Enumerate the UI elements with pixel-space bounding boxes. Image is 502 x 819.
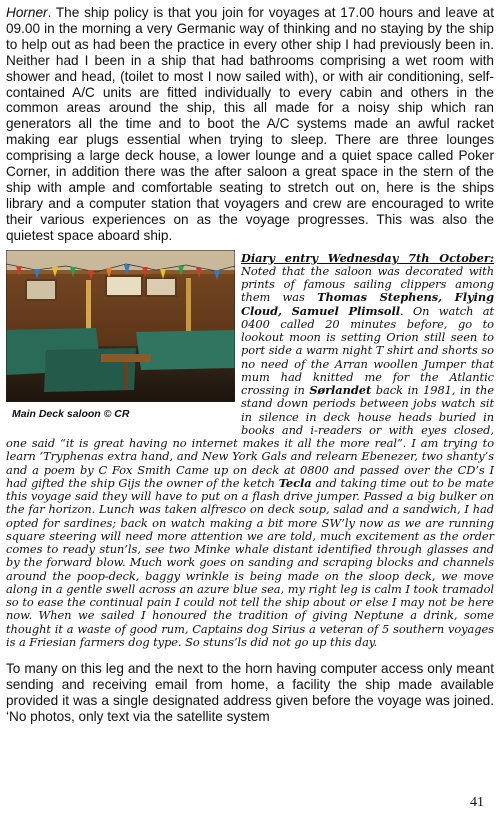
diary-text-3: back in 1981, in the stand down periods between jobs watch sit in silence in deck house heads buried in books and i-readers or with eyes closed, one said “it is great having no internet makes it all the more real”. I am trying to learn ‘Tryphenas extra hand, and New York Gals and relearn Ebenezer, two shanty’s and a poem by C Fox Smith Came up on deck at 0800 and passed over the CD’s I had gifted the ship Gijs the owner of the ketch xyxy=(6,383,495,490)
saloon-photo-figure xyxy=(6,250,235,428)
page-number: 41 xyxy=(470,795,484,810)
saloon-photo xyxy=(6,250,235,402)
diary-heading: Diary entry Wednesday 7th October: xyxy=(241,250,494,265)
diary-text-4: and taking time out to be mate this voyage said they will have to put on a flash drive jumper. Passed a big bulker on the far horizon. Lunch was taken alfresco on deck soup, salad and a sandwich, I had opted for sardines; back on watch making a bit more SW’ly now as we are running square steering will need more attention we are told, much excitement as the order comes to ready stun’ls, see two Minke whale distant identified through glasses and by the forward blow. Much work goes on sanding and scraping blocks and channels around the poop-deck, baggy wrinkle is being made on the sloop deck, we move along in a gentle swell across an azure blue sea, my right leg is calm I took tramadol so to ease the continual pain I could not tell the ship about or else I may not be here now. When we sailed I honoured the tradition of giving Neptune a drink, some thought it a waste of good rum, Captains dog Sirius a veteran of 5 southern voyages is a Friesian farmers dog type. So stuns’ls did not go up this day. xyxy=(6,475,495,649)
diary-ship-sorlandet: Sørlandet xyxy=(309,383,372,398)
document-page xyxy=(6,5,494,725)
paragraph-intro xyxy=(6,5,494,244)
photo-caption: Main Deck saloon © CR xyxy=(12,407,130,420)
paragraph-computer-access: To many on this leg and the next to the horn having computer access only meant sending and receiving email from home, a facility the ship made available provided it was a single designated address given before the voyage was joined. ‘No photos, only text via the satellite system xyxy=(6,661,494,724)
diary-text-2: . On watch at 0400 called 20 minutes before, go to lookout moon is setting Orion still seen to port side a warm night T shirt and shorts so no need of the Arran woollen Jumper that mum had knitted me for the Atlantic crossing in xyxy=(241,303,494,398)
diary-text-1: Noted that the saloon was decorated with prints of famous sailing clippers among them was xyxy=(241,263,494,305)
paragraph-intro-text: . The ship policy is that you join for voyages at 17.00 hours and leave at 09.00 in the morning a very Germanic way of thinking and no staying by the ship to help out as had been the practice in every other ship I had previously been in. Neither had I been in a ship that had bathrooms comprising a wet room with shower and head, (toilet to most I now sailed with), or with air conditioning, self-contained A/C units are fitted individually to every cabin and others in the common areas around the ship, this all made for a noisy ship which ran generators all the time and to boot the A/C systems made an awful racket making ear plugs essential when trying to sleep. There are three lounges comprising a large deck house, a lower lounge and a quiet space called Poker Corner, in addition there was the after saloon a great space in the stern of the ship with ample and comfortable seating to stretch out on, here is the ships library and a computer station that voyagers and crew are encouraged to write their various experiences on as the voyage progresses. This was also the quietest space aboard ship. xyxy=(6,5,494,243)
diary-ship-tecla: Tecla xyxy=(278,475,312,490)
lead-italic-word: Horner xyxy=(6,5,48,20)
diary-ship-names: Thomas Stephens, Flying Cloud, Samuel Plimsoll xyxy=(241,290,494,318)
